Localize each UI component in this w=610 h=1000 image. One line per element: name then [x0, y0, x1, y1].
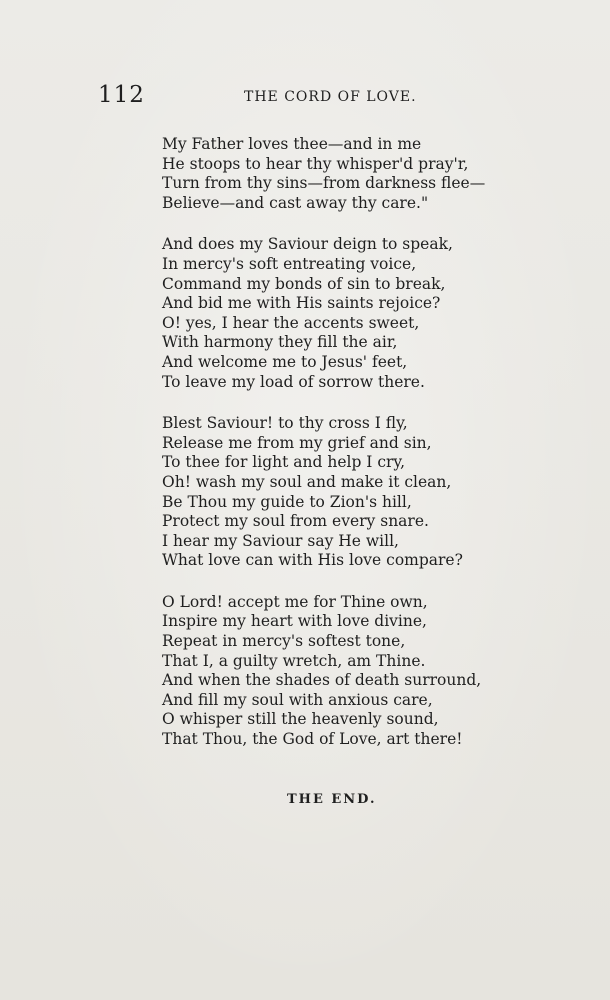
poem-line: And does my Saviour deign to speak,	[162, 235, 453, 254]
poem-line: O Lord! accept me for Thine own,	[162, 592, 428, 611]
poem-line: That Thou, the God of Love, art there!	[162, 730, 463, 749]
poem-line: Repeat in mercy's softest tone,	[162, 632, 406, 651]
poem-line: In mercy's soft entreating voice,	[162, 254, 417, 273]
poem-line: To leave my load of sorrow there.	[162, 372, 425, 391]
poem-line: And bid me with His saints rejoice?	[162, 294, 441, 313]
stanza-4	[162, 593, 522, 750]
poem-line: With harmony they fill the air,	[162, 333, 398, 352]
poem	[162, 135, 522, 772]
poem-line: Turn from thy sins—from darkness flee—	[162, 174, 486, 193]
poem-line: And welcome me to Jesus' feet,	[162, 352, 408, 371]
poem-line: Blest Saviour! to thy cross I fly,	[162, 414, 408, 433]
poem-line: What love can with His love compare?	[162, 551, 463, 570]
stanza-2	[162, 235, 522, 392]
running-title: THE CORD OF LOVE.	[244, 89, 417, 105]
poem-line: He stoops to hear thy whisper'd pray'r,	[162, 154, 469, 173]
poem-line: My Father loves thee—and in me	[162, 135, 422, 153]
poem-line: Release me from my grief and sin,	[162, 433, 432, 452]
poem-line: To thee for light and help I cry,	[162, 453, 406, 472]
poem-line: And fill my soul with anxious care,	[162, 690, 433, 709]
poem-line: Inspire my heart with love divine,	[162, 612, 427, 631]
poem-line: Oh! wash my soul and make it clean,	[162, 472, 452, 491]
page-number: 112	[98, 82, 145, 108]
poem-line: Command my bonds of sin to break,	[162, 274, 446, 293]
poem-line: And when the shades of death surround,	[162, 671, 482, 690]
poem-line: Be Thou my guide to Zion's hill,	[162, 492, 412, 511]
stanza-1	[162, 135, 522, 213]
page-header	[98, 82, 488, 112]
stanza-3	[162, 414, 522, 571]
poem-line: O! yes, I hear the accents sweet,	[162, 313, 420, 332]
poem-line: I hear my Saviour say He will,	[162, 531, 399, 550]
poem-line: Believe—and cast away thy care."	[162, 193, 429, 212]
poem-line: Protect my soul from every snare.	[162, 512, 429, 531]
end-mark: THE END.	[287, 792, 377, 807]
poem-line: O whisper still the heavenly sound,	[162, 710, 439, 729]
poem-line: That I, a guilty wretch, am Thine.	[162, 651, 426, 670]
